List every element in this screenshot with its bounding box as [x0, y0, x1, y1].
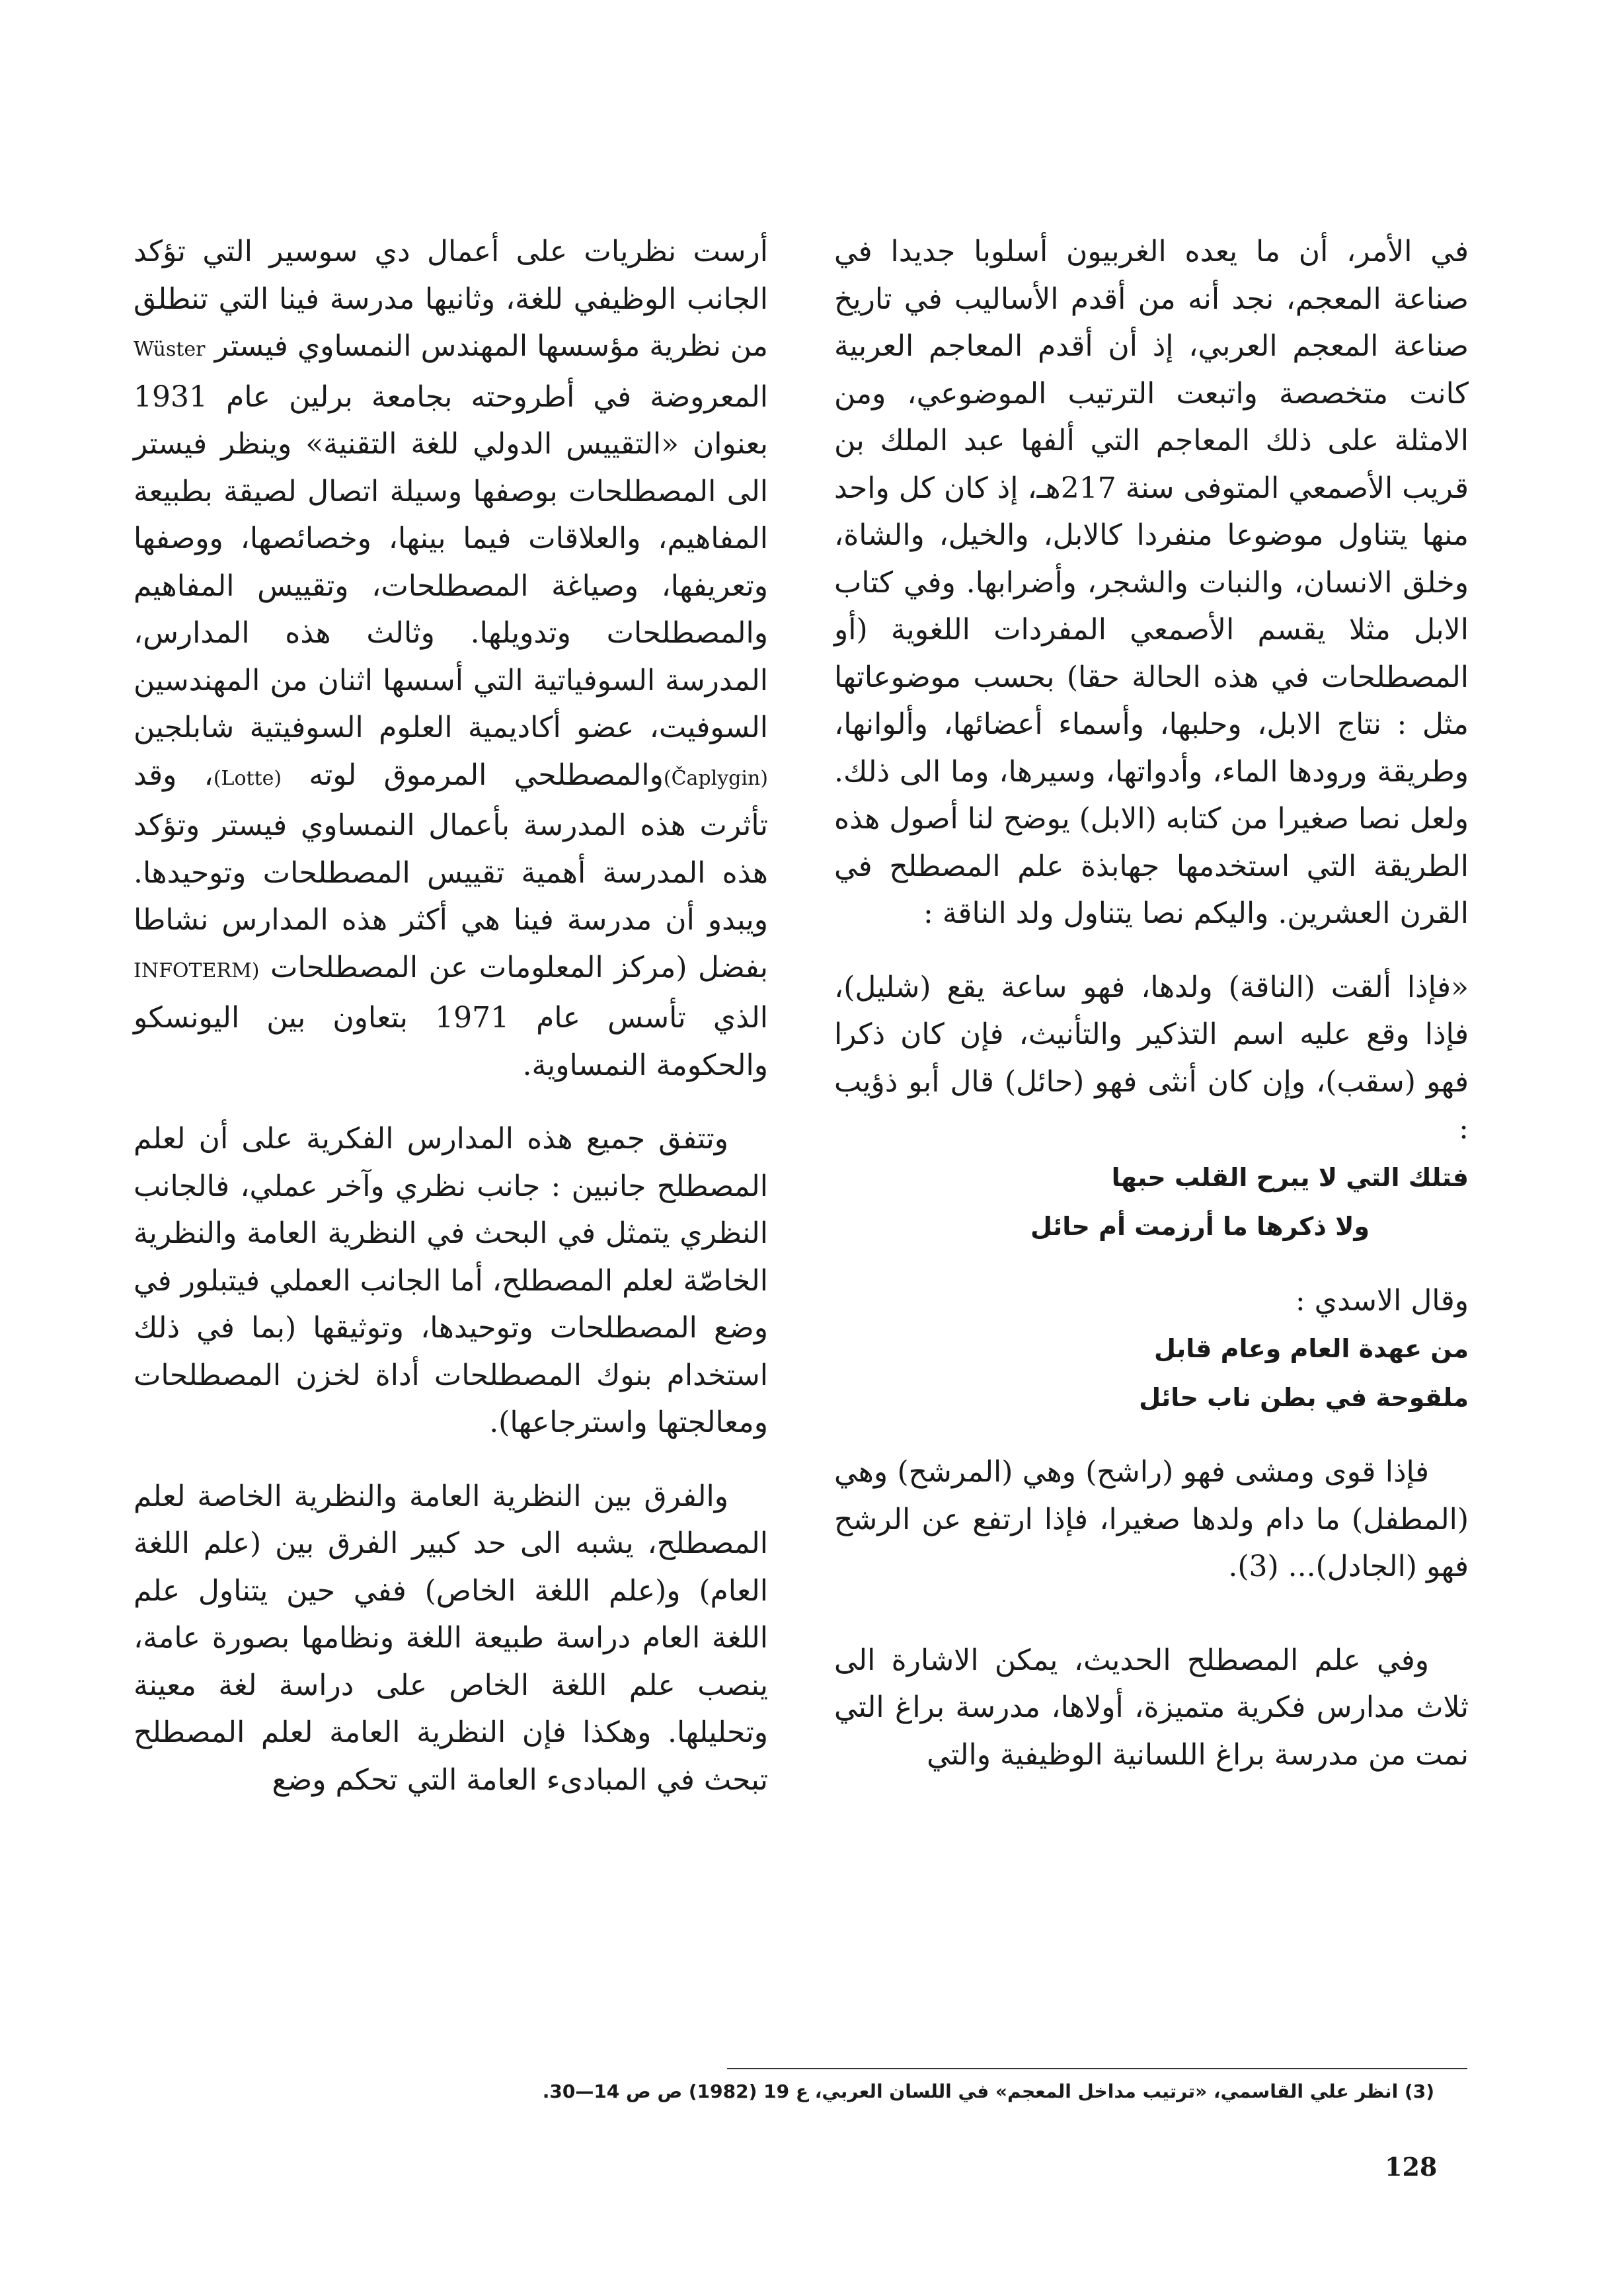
left-paragraph-2: وتتفق جميع هذه المدارس الفكرية على أن لعلم المصطلح جانبين : جانب نظري وآخر عملي، فالجانب النظري يتمثل في البحث في النظرية العامة والنظرية الخاصّة لعلم المصطلح، أما الجانب العملي فيتبلور في وضع المصطلحات وتوحيدها، وتوثيقها (بما في ذلك استخدام بنوك المصطلحات أداة لخزن المصطلحات ومعالجتها واسترجاعها). [133, 1122, 768, 1439]
left-paragraph-3: والفرق بين النظرية العامة والنظرية الخاصة لعلم المصطلح، يشبه الى حد كبير الفرق بين (علم اللغة العام) و(علم اللغة الخاص) ففي حين يتناول علم اللغة العام دراسة طبيعة اللغة ونظامها بصورة عامة، ينصب علم اللغة الخاص على دراسة لغة معينة وتحليلها. وهكذا فإن النظرية العامة لعلم المصطلح تبحث في المبادىء العامة التي تحكم وضع [134, 1479, 768, 1797]
verse-2-line-2: ملقوحة في بطن ناب حائل [1139, 1383, 1469, 1412]
infoterm-name: INFOTERM) [134, 959, 260, 982]
left-p1-part-e: الذي تأسس عام 1971 بتعاون بين اليونسكو والحكومة النمساوية. [134, 1001, 768, 1082]
left-p1-part-d: ، وقد تأثرت هذه المدرسة بأعمال النمساوي فيستر وتؤكد هذه المدرسة أهمية تقييس المصطلحات وتوحيدها. ويبدو أن مدرسة فينا هي أكثر هذه المدارس نشاطا بفضل (مركز المعلومات عن المصطلحات [134, 758, 768, 984]
quote-intro-2: وقال الاسدي : [1295, 1283, 1469, 1318]
page-number: 128 [1385, 2152, 1438, 2182]
right-paragraph-2: وفي علم المصطلح الحديث، يمكن الاشارة الى ثلاث مدارس فكرية متميزة، أولاها، مدرسة براغ التي نمت من مدرسة براغ اللسانية الوظيفية والتي [834, 1643, 1469, 1772]
right-paragraph-1: في الأمر، أن ما يعده الغربيون أسلوبا جديدا في صناعة المعجم، نجد أنه من أقدم الأساليب في تاريخ صناعة المعجم العربي، إذ أن أقدم المعاجم العربية كانت متخصصة واتبعت الترتيب الموضوعي، ومن الامثلة على ذلك المعاجم التي ألفها عبد الملك بن قريب الأصمعي المتوفى سنة 217هـ، إذ كان كل واحد منها يتناول موضوعا منفردا كالابل، والخيل، والشاة، وخلق الانسان، والنبات والشجر، وأضرابها. وفي كتاب الابل مثلا يقسم الأصمعي المفردات اللغوية (أو المصطلحات في هذه الحالة حقا) بحسب موضوعاتها مثل : نتاج الابل، وحلبها، وأسماء أعضائها، وألوانها، وطريقة ورودها الماء، وأدواتها، وسيرها، وما الى ذلك. ولعل نصا صغيرا من كتابه (الابل) يوضح لنا أصول هذه الطريقة التي استخدمها جهابذة علم المصطلح في القرن العشرين. واليكم نصا يتناول ولد الناقة : [834, 235, 1469, 930]
quote-paragraph-3: فإذا قوى ومشى فهو (راشح) وهي (المرشح) وهي (المطفل) ما دام ولدها صغيرا، فإذا ارتفع عن الرشح فهو (الجادل)... (3). [834, 1455, 1469, 1583]
lotte-name: (Lotte) [213, 766, 282, 790]
right-column [834, 228, 1469, 1778]
verse-2-line-1: من عهدة العام وعام قابل [1154, 1334, 1469, 1363]
footnote-rule [727, 2068, 1467, 2069]
left-paragraph-1 [134, 228, 768, 1089]
caplygin-name: (Čaplygin) [663, 766, 768, 790]
footnote: (3) انظر علي القاسمي، «ترتيب مداخل المعجم» في اللسان العربي، ع 19 (1982) ص ص 14—30. [542, 2080, 1434, 2102]
verse-1-line-2: ولا ذكرها ما أرزمت أم حائل [1030, 1211, 1370, 1241]
left-p1-part-a: أرست نظريات على أعمال دي سوسير التي تؤكد الجانب الوظيفي للغة، وثانيها مدرسة فينا التي تنطلق من نظرية مؤسسها المهندس النمساوي فيستر [134, 235, 768, 363]
left-column [134, 228, 768, 1803]
verse-1-line-1: فتلك التي لا يبرح القلب حبها [1111, 1162, 1469, 1192]
wuster-name: Wüster [134, 338, 206, 361]
left-p1-part-c: والمصطلحي المرموق لوته [309, 758, 664, 792]
quote-paragraph-1: «فإذا ألقت (الناقة) ولدها، فهو ساعة يقع (شليل)، فإذا وقع عليه اسم التذكير والتأنيث، فإن كان ذكرا فهو (سقب)، وإن كان أنثى فهو (حائل) قال أبو ذؤيب : [834, 970, 1469, 1146]
left-p1-part-b: المعروضة في أطروحته بجامعة برلين عام 1931 بعنوان «التقييس الدولي للغة التقنية» وينظر فيستر الى المصطلحات بوصفها وسيلة اتصال لصيقة بطبيعة المفاهيم، والعلاقات فيما بينها، وخصائصها، ووصفها وتعريفها، وصياغة المصطلحات، وتقييس المفاهيم والمصطلحات وتدويلها. وثالث هذه المدارس، المدرسة السوفياتية التي أسسها اثنان من المهندسين السوفيت، عضو أكاديمية العلوم السوفيتية شابلجين [134, 379, 769, 744]
